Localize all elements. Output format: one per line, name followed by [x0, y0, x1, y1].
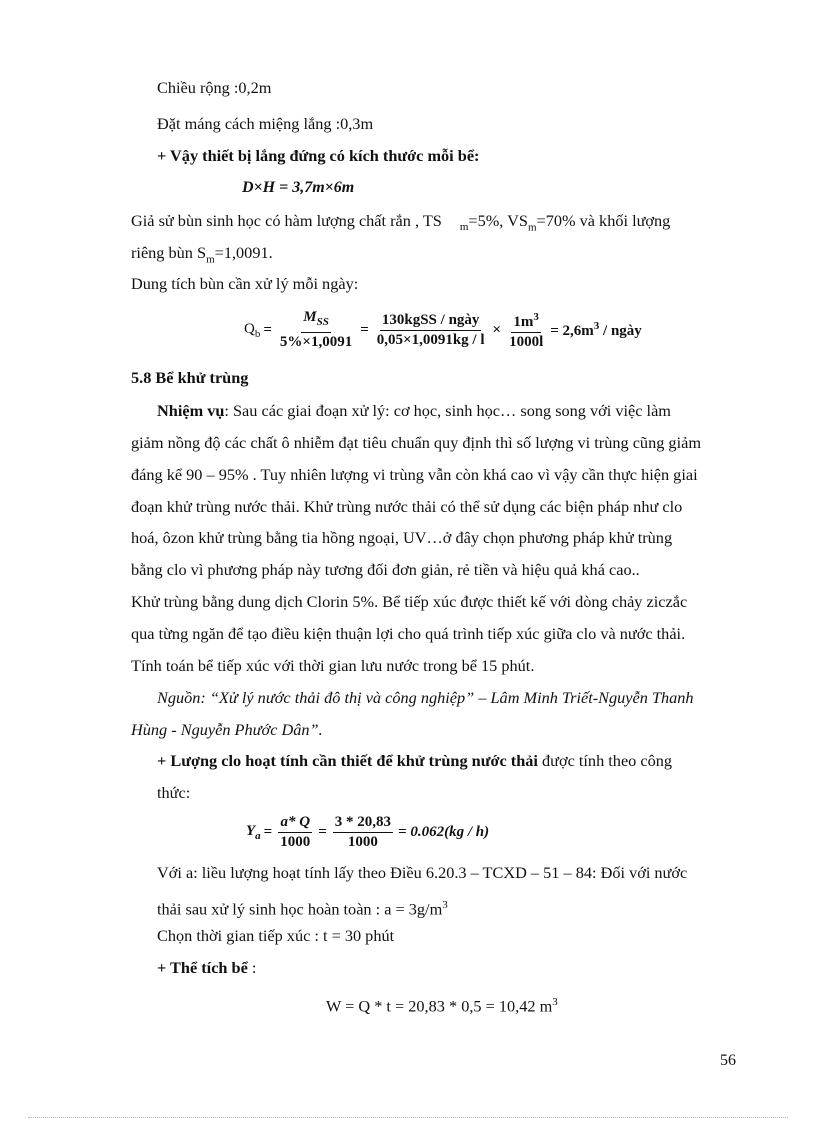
equation-sludge-volume: $Q_b$ = $\frac{M_{SS}}{5\%\times 1,0091}$ = $\frac{\text{130kgSS / ngày}}{0,05\times 1,0091kg / l}$ × $\frac{1m^3}{1000l}$ = $2,6m^3$ / ngày	[244, 309, 642, 350]
paragraph-line: Tính toán bể tiếp xúc với thời gian lưu nước trong bể 15 phút.	[131, 656, 535, 675]
text-line: riêng bùn $S_m=1,0091$.	[131, 243, 273, 266]
text-line: Chiều rộng :0,2m	[157, 78, 272, 97]
equation-chlorine: $Y_a$ = $\frac{a* Q}{1000}$ = $\frac{3 * 20,83}{1000}$ = 0.062(kg / h)	[246, 813, 490, 850]
source-citation: Hùng - Nguyễn Phước Dân”.	[131, 720, 323, 739]
paragraph-line: thải sau xử lý sinh học hoàn toàn : $a = 3g/m^3$	[157, 899, 448, 919]
equation-dimensions: D×H = 3,7m×6m	[242, 179, 355, 196]
paragraph-line: Khử trùng bằng dung dịch Clorin 5%. Bể tiếp xúc được thiết kế với dòng chảy ziczắc	[131, 592, 688, 611]
bold-heading-line: + Vậy thiết bị lắng đứng có kích thước mỗi bể:	[157, 146, 480, 165]
paragraph-line: Chọn thời gian tiếp xúc : t = 30 phút	[157, 926, 395, 945]
paragraph-line: bằng clo vì phương pháp này tương đối đơn giản, rẻ tiền và hiệu quả khá cao..	[131, 560, 640, 579]
paragraph-line: đáng kể 90 – 95% . Tuy nhiên lượng vi trùng vẫn còn khá cao vì vậy cần thực hiện giai	[131, 465, 698, 484]
paragraph-line: thức:	[157, 783, 191, 802]
paragraph-line: Với a: liều lượng hoạt tính lấy theo Điều 6.20.3 – TCXD – 51 – 84: Đối với nước	[157, 863, 688, 882]
paragraph-line: + Thể tích bể :	[157, 958, 257, 977]
text-line: Dung tích bùn cần xử lý mỗi ngày:	[131, 274, 359, 293]
paragraph-line: qua từng ngăn để tạo điều kiện thuận lợi cho quá trình tiếp xúc giữa clo và nước thải.	[131, 624, 686, 643]
paragraph-line: hoá, ôzon khử trùng bằng tia hồng ngoại, UV…ở đây chọn phương pháp khử trùng	[131, 528, 673, 547]
section-heading: 5.8 Bể khử trùng	[131, 368, 249, 387]
paragraph-line: giảm nồng độ các chất ô nhiễm đạt tiêu chuẩn quy định thì số lượng vi trùng cũng giảm	[131, 433, 701, 452]
footer-divider	[28, 1117, 788, 1118]
page-number: 56	[720, 1052, 736, 1069]
text-line: Đặt máng cách miệng lắng :0,3m	[157, 114, 374, 133]
equation-volume: W = Q * t = 20,83 * 0,5 = 10,42 $m^3$	[326, 996, 558, 1016]
source-citation: Nguồn: “Xử lý nước thải đô thị và công nghiệp” – Lâm Minh Triết-Nguyễn Thanh	[157, 688, 694, 707]
paragraph-line: đoạn khử trùng nước thải. Khử trùng nước thải có thể sử dụng các biện pháp như clo	[131, 497, 683, 516]
paragraph-line: Nhiệm vụ: Sau các giai đoạn xử lý: cơ học, sinh học… song song với việc làm	[157, 401, 671, 420]
paragraph-line: + Lượng clo hoạt tính cần thiết để khử trùng nước thải được tính theo công	[157, 751, 673, 770]
text-line: Giả sử bùn sinh học có hàm lượng chất rắn , TS $_m$=5%, $VS_m=70\%$ và khối lượng	[131, 211, 671, 234]
